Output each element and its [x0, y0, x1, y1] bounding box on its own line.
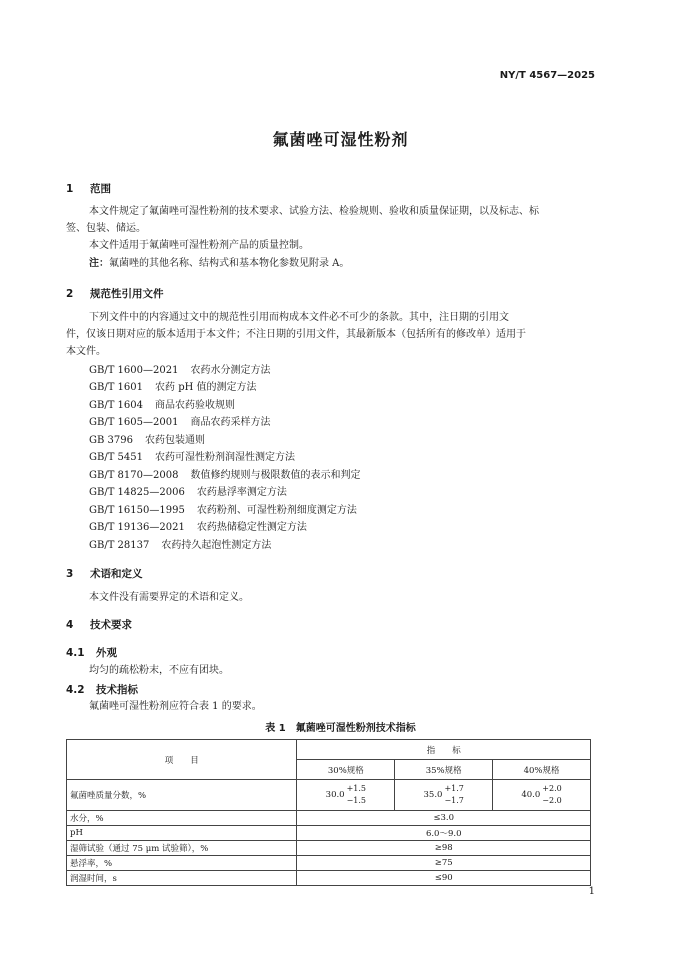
- table-cell: ≤90: [297, 871, 591, 886]
- section-number: 4.2: [66, 684, 85, 696]
- reference-title: 农药水分测定方法: [190, 365, 271, 376]
- minus-tolerance: −1.7: [444, 796, 464, 805]
- reference-title: 农药包装通则: [144, 435, 205, 446]
- reference-code: GB/T 28137: [89, 540, 150, 551]
- section-title: 规范性引用文件: [90, 288, 164, 300]
- table-row: [67, 780, 591, 811]
- note-label: 注：: [89, 258, 109, 269]
- document-number: NY/T 4567—2025: [499, 70, 595, 81]
- row-label: 润湿时间，s: [67, 871, 297, 886]
- table-cell: [297, 780, 395, 811]
- plus-tolerance: +1.7: [444, 784, 464, 793]
- table-row: [67, 826, 591, 841]
- spec-table: [66, 739, 591, 886]
- section-number: 2: [66, 288, 74, 300]
- row-label: 氟菌唑质量分数，%: [67, 780, 297, 811]
- reference-title: 农药持久起泡性测定方法: [161, 540, 272, 551]
- table-cell: [395, 780, 493, 811]
- paragraph: 本文件。: [66, 346, 106, 357]
- table-row: [67, 871, 591, 886]
- row-label: pH: [67, 826, 297, 841]
- table-cell: ≥75: [297, 856, 591, 871]
- table-cell: [493, 780, 591, 811]
- section-number: 4: [66, 619, 74, 631]
- row-label: 水分，%: [67, 811, 297, 826]
- reference-code: GB/T 1604: [89, 400, 144, 411]
- note: [89, 255, 349, 273]
- spec-header: 35%规格: [395, 760, 493, 780]
- reference-code: GB 3796: [89, 435, 133, 446]
- base-value: 40.0: [521, 790, 541, 800]
- table-row: [67, 811, 591, 826]
- table-cell: ≤3.0: [297, 811, 591, 826]
- paragraph: 本文件规定了氟菌唑可湿性粉剂的技术要求、试验方法、检验规则、验收和质量保证期，以及标志、标: [89, 206, 539, 217]
- column-header-item: 项 目: [67, 740, 297, 780]
- reference-item: [89, 431, 205, 446]
- page-title: 氟菌唑可湿性粉剂: [272, 130, 409, 149]
- reference-code: GB/T 16150—1995: [89, 505, 185, 516]
- table-cell: 6.0～9.0: [297, 826, 591, 841]
- spec-header: 30%规格: [297, 760, 395, 780]
- reference-code: GB/T 1605—2001: [89, 417, 179, 428]
- section-title: 技术指标: [96, 684, 138, 696]
- base-value: 30.0: [325, 790, 345, 800]
- paragraph: 均匀的疏松粉末，不应有团块。: [89, 665, 229, 676]
- reference-title: 农药粉剂、可湿性粉剂细度测定方法: [196, 505, 357, 516]
- reference-title: 商品农药验收规则: [155, 400, 236, 411]
- section-4-heading: [66, 617, 132, 632]
- table-row: [67, 856, 591, 871]
- section-1-heading: [66, 181, 111, 196]
- reference-code: GB/T 14825—2006: [89, 487, 185, 498]
- reference-item: [89, 396, 235, 411]
- subsection-4-2-heading: [66, 682, 138, 697]
- reference-item: [89, 378, 257, 393]
- reference-item: [89, 536, 271, 551]
- reference-title: 农药热储稳定性测定方法: [196, 522, 307, 533]
- reference-item: [89, 501, 357, 516]
- reference-title: 农药悬浮率测定方法: [196, 487, 287, 498]
- reference-code: GB/T 5451: [89, 452, 144, 463]
- paragraph: 氟菌唑可湿性粉剂应符合表 1 的要求。: [89, 701, 262, 712]
- row-label: 悬浮率，%: [67, 856, 297, 871]
- table-row: [67, 841, 591, 856]
- paragraph: 签、包装、储运。: [66, 223, 146, 234]
- reference-item: [89, 518, 307, 533]
- reference-item: [89, 466, 360, 481]
- paragraph: 件，仅该日期对应的版本适用于本文件；不注日期的引用文件，其最新版本（包括所有的修改单）适用于: [66, 329, 526, 340]
- section-title: 技术要求: [90, 619, 132, 631]
- plus-tolerance: +2.0: [542, 784, 562, 793]
- column-header-index: 指 标: [297, 740, 591, 760]
- section-title: 外观: [96, 647, 117, 659]
- minus-tolerance: −1.5: [346, 796, 367, 805]
- reference-code: GB/T 19136—2021: [89, 522, 185, 533]
- table-caption: 表 1 氟菌唑可湿性粉剂技术指标: [265, 723, 416, 734]
- page-number: 1: [588, 886, 595, 897]
- reference-code: GB/T 1601: [89, 382, 144, 393]
- section-number: 4.1: [66, 647, 85, 659]
- minus-tolerance: −2.0: [542, 796, 562, 805]
- reference-item: [89, 448, 295, 463]
- note-text: 氟菌唑的其他名称、结构式和基本物化参数见附录 A。: [109, 258, 350, 269]
- reference-code: GB/T 8170—2008: [89, 470, 179, 481]
- reference-title: 商品农药采样方法: [190, 417, 271, 428]
- paragraph: 下列文件中的内容通过文中的规范性引用而构成本文件必不可少的条款。其中，注日期的引用文: [89, 312, 509, 323]
- section-title: 范围: [90, 183, 111, 195]
- reference-item: [89, 361, 270, 376]
- reference-title: 农药可湿性粉剂润湿性测定方法: [155, 452, 296, 463]
- base-value: 35.0: [423, 790, 443, 800]
- reference-code: GB/T 1600—2021: [89, 365, 179, 376]
- reference-title: 数值修约规则与极限数值的表示和判定: [190, 470, 361, 481]
- reference-item: [89, 483, 287, 498]
- reference-item: [89, 413, 270, 428]
- subsection-4-1-heading: [66, 645, 117, 660]
- table-cell: ≥98: [297, 841, 591, 856]
- paragraph: 本文件适用于氟菌唑可湿性粉剂产品的质量控制。: [89, 240, 309, 251]
- paragraph: 本文件没有需要界定的术语和定义。: [89, 592, 249, 603]
- plus-tolerance: +1.5: [346, 784, 367, 793]
- section-number: 1: [66, 183, 74, 195]
- section-3-heading: [66, 566, 143, 581]
- section-title: 术语和定义: [90, 568, 143, 580]
- section-number: 3: [66, 568, 74, 580]
- reference-title: 农药 pH 值的测定方法: [155, 382, 257, 393]
- row-label: 湿筛试验（通过 75 μm 试验筛），%: [67, 841, 297, 856]
- section-2-heading: [66, 286, 164, 301]
- table-header-row: [67, 740, 591, 760]
- spec-header: 40%规格: [493, 760, 591, 780]
